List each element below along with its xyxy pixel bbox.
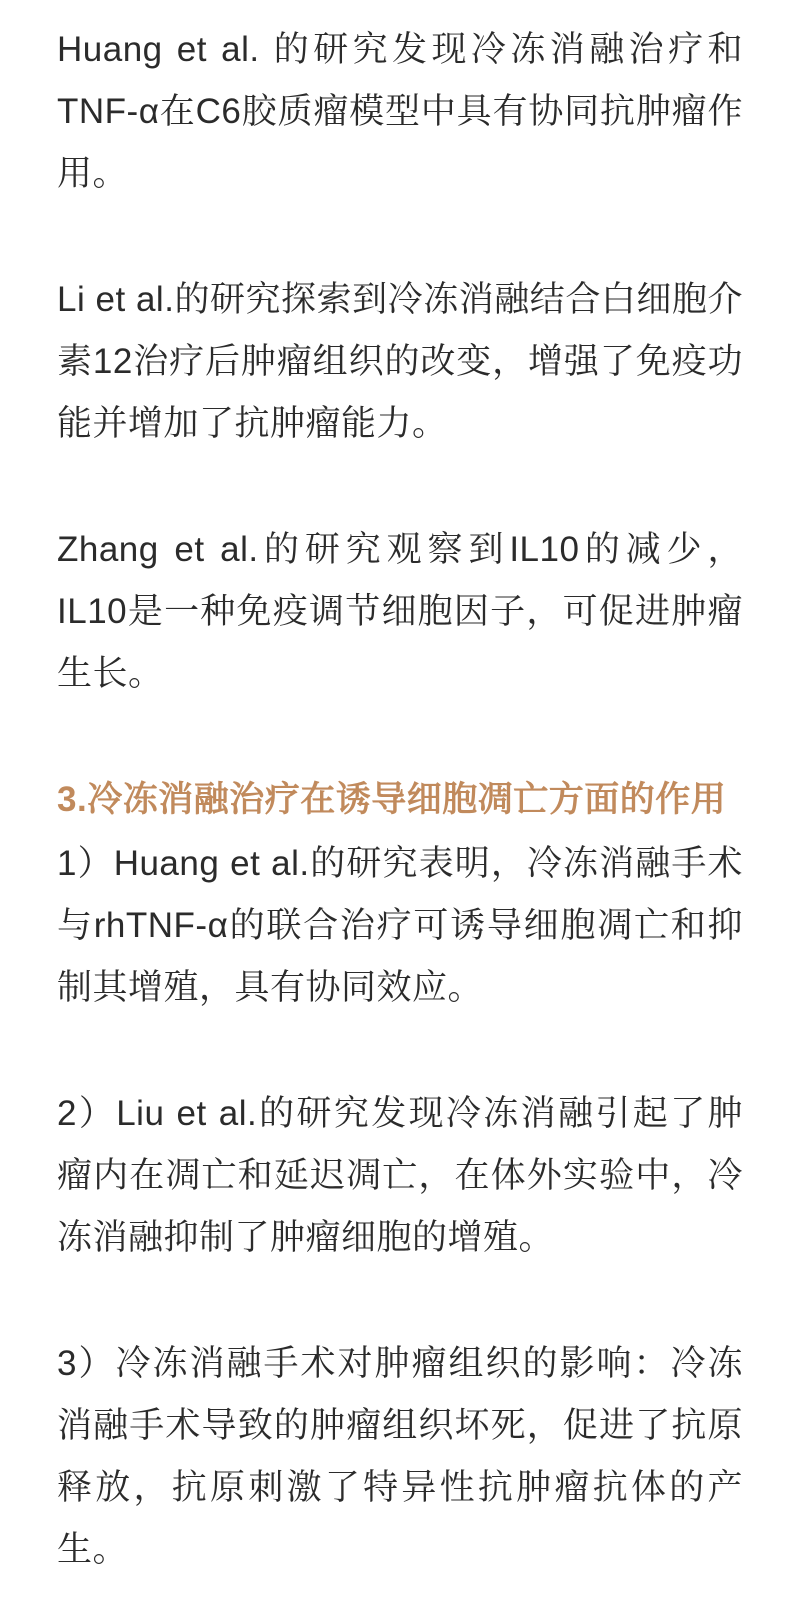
paragraph-li-il12: Li et al.的研究探索到冷冻消融结合白细胞介素12治疗后肿瘤组织的改变，增强了免疫功能并增加了抗肿瘤能力。: [57, 280, 743, 443]
paragraph-item-1-huang: 1）Huang et al.的研究表明，冷冻消融手术与rhTNF-α的联合治疗可诱导细胞凋亡和抑制其增殖，具有协同效应。: [57, 844, 743, 1007]
paragraph-zhang-il10: Zhang et al.的研究观察到IL10的减少，IL10是一种免疫调节细胞因子，可促进肿瘤生长。: [57, 530, 743, 693]
section-heading-apoptosis: 3.冷冻消融治疗在诱导细胞凋亡方面的作用: [57, 780, 727, 819]
paragraph-item-3-tissue: 3）冷冻消融手术对肿瘤组织的影响：冷冻消融手术导致的肿瘤组织坏死，促进了抗原释放，抗原刺激了特异性抗肿瘤抗体的产生。: [57, 1344, 743, 1569]
paragraph-item-2-liu: 2）Liu et al.的研究发现冷冻消融引起了肿瘤内在凋亡和延迟凋亡，在体外实验中，冷冻消融抑制了肿瘤细胞的增殖。: [57, 1094, 743, 1257]
paragraph-huang-tnf: Huang et al. 的研究发现冷冻消融治疗和TNF-α在C6胶质瘤模型中具有协同抗肿瘤作用。: [57, 30, 743, 193]
